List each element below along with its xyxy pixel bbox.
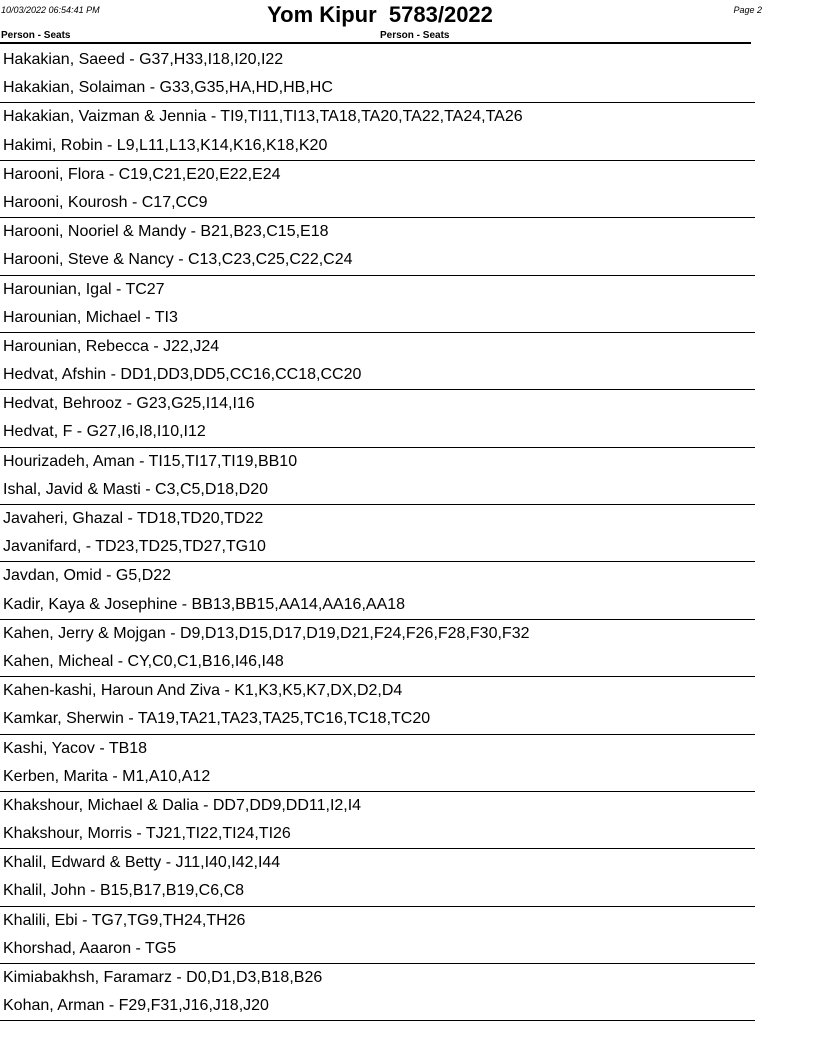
row-group xyxy=(0,46,755,103)
list-item: Harooni, Steve & Nancy - C13,C23,C25,C22,C24 xyxy=(3,251,353,269)
person-seat-list xyxy=(0,46,755,1021)
list-item: Khakshour, Michael & Dalia - DD7,DD9,DD11,I2,I4 xyxy=(3,796,362,814)
row-group xyxy=(0,505,755,562)
list-item: Hakimi, Robin - L9,L11,L13,K14,K16,K18,K20 xyxy=(3,136,328,154)
list-item: Hakakian, Solaiman - G33,G35,HA,HD,HB,HC xyxy=(3,79,333,97)
list-item: Khalil, John - B15,B17,B19,C6,C8 xyxy=(3,882,245,900)
list-item: Kerben, Marita - M1,A10,A12 xyxy=(3,767,211,785)
list-item: Harounian, Michael - TI3 xyxy=(3,308,178,326)
row-group xyxy=(0,735,755,792)
print-timestamp: 10/03/2022 06:54:41 PM xyxy=(1,5,100,15)
column-header-left: Person - Seats xyxy=(1,30,71,41)
row-group xyxy=(0,562,755,619)
header-divider xyxy=(0,42,751,44)
list-item: Harooni, Flora - C19,C21,E20,E22,E24 xyxy=(3,165,281,183)
page-number: Page 2 xyxy=(733,5,762,15)
list-item: Javdan, Omid - G5,D22 xyxy=(3,567,172,585)
list-item: Hourizadeh, Aman - TI15,TI17,TI19,BB10 xyxy=(3,452,298,470)
list-item: Hedvat, Afshin - DD1,DD3,DD5,CC16,CC18,CC20 xyxy=(3,366,362,384)
list-item: Kohan, Arman - F29,F31,J16,J18,J20 xyxy=(3,997,269,1015)
row-group xyxy=(0,964,755,1021)
list-item: Kamkar, Sherwin - TA19,TA21,TA23,TA25,TC16,TC18,TC20 xyxy=(3,710,431,728)
row-group xyxy=(0,390,755,447)
column-header-center: Person - Seats xyxy=(380,30,450,41)
list-item: Khalili, Ebi - TG7,TG9,TH24,TH26 xyxy=(3,911,246,929)
list-item: Javaheri, Ghazal - TD18,TD20,TD22 xyxy=(3,510,264,527)
row-group xyxy=(0,620,755,677)
row-group xyxy=(0,677,755,734)
list-item: Hedvat, Behrooz - G23,G25,I14,I16 xyxy=(3,395,255,413)
page-header xyxy=(0,0,813,46)
row-group xyxy=(0,448,755,505)
list-item: Harooni, Nooriel & Mandy - B21,B23,C15,E18 xyxy=(3,223,329,241)
list-item: Khakshour, Morris - TJ21,TI22,TI24,TI26 xyxy=(3,825,291,843)
list-item: Kahen-kashi, Haroun And Ziva - K1,K3,K5,K7,DX,D2,D4 xyxy=(3,682,403,700)
list-item: Hedvat, F - G27,I6,I8,I10,I12 xyxy=(3,423,206,441)
row-group xyxy=(0,161,755,218)
row-group xyxy=(0,218,755,275)
list-item: Kashi, Yacov - TB18 xyxy=(3,739,148,757)
row-group xyxy=(0,907,755,964)
list-item: Harooni, Kourosh - C17,CC9 xyxy=(3,193,208,211)
row-group xyxy=(0,276,755,333)
list-item: Ishal, Javid & Masti - C3,C5,D18,D20 xyxy=(3,480,268,498)
list-item: Khorshad, Aaaron - TG5 xyxy=(3,939,177,957)
list-item: Kimiabakhsh, Faramarz - D0,D1,D3,B18,B26 xyxy=(3,969,323,986)
list-item: Harounian, Rebecca - J22,J24 xyxy=(3,337,220,355)
list-item: Harounian, Igal - TC27 xyxy=(3,280,165,298)
page-title: Yom Kipur 5783/2022 xyxy=(267,2,493,27)
list-item: Kadir, Kaya & Josephine - BB13,BB15,AA14,AA16,AA18 xyxy=(3,595,406,613)
list-item: Khalil, Edward & Betty - J11,I40,I42,I44 xyxy=(3,854,281,872)
row-group xyxy=(0,333,755,390)
row-group xyxy=(0,103,755,160)
row-group xyxy=(0,849,755,906)
row-group xyxy=(0,792,755,849)
list-item: Hakakian, Vaizman & Jennia - TI9,TI11,TI13,TA18,TA20,TA22,TA24,TA26 xyxy=(3,108,523,126)
list-item: Kahen, Jerry & Mojgan - D9,D13,D15,D17,D19,D21,F24,F26,F28,F30,F32 xyxy=(3,624,530,642)
list-item: Hakakian, Saeed - G37,H33,I18,I20,I22 xyxy=(3,51,284,68)
list-item: Kahen, Micheal - CY,C0,C1,B16,I46,I48 xyxy=(3,652,284,670)
list-item: Javanifard, - TD23,TD25,TD27,TG10 xyxy=(3,538,266,556)
